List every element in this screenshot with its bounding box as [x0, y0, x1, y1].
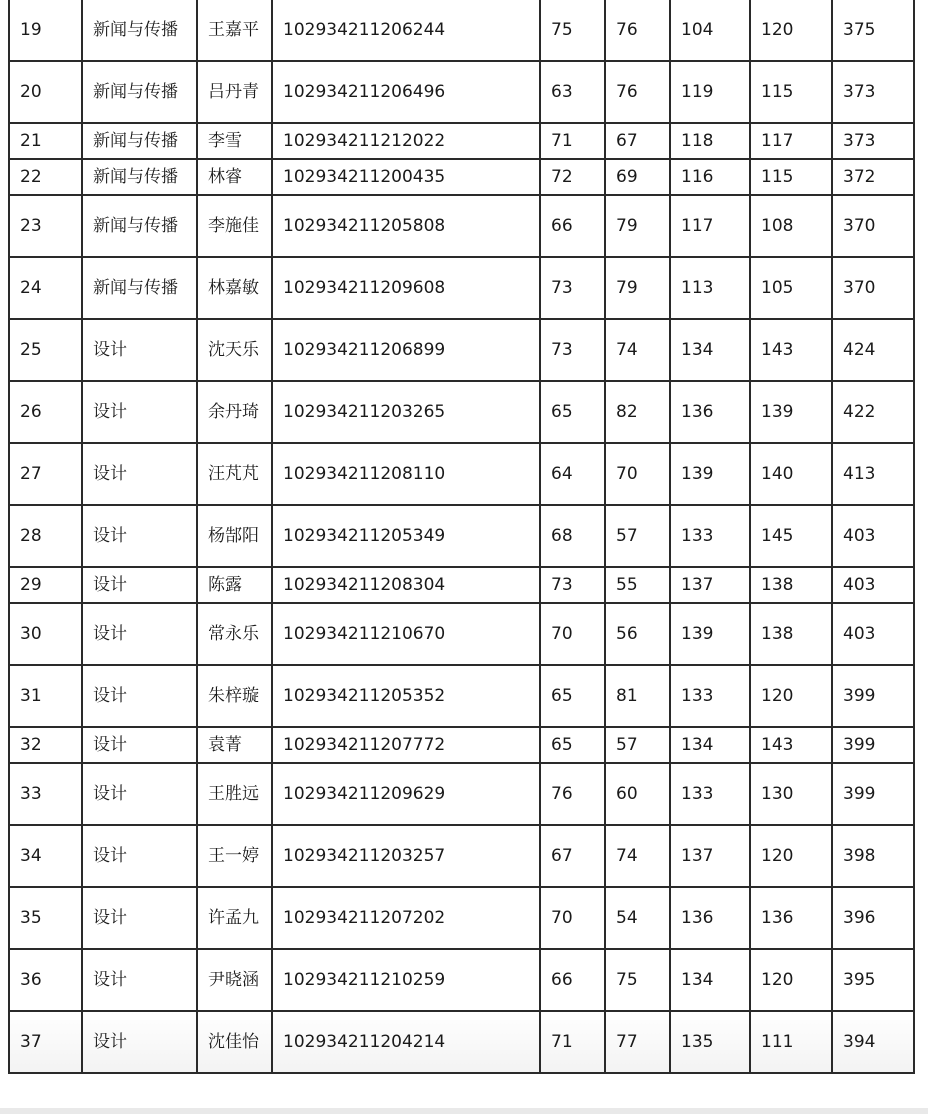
exam-id-cell: 102934211204214 [272, 1011, 540, 1073]
total-score-cell: 370 [832, 257, 914, 319]
total-score-cell: 395 [832, 949, 914, 1011]
score-politics-cell: 68 [540, 505, 605, 567]
score-politics-cell: 73 [540, 319, 605, 381]
score-politics-cell: 64 [540, 443, 605, 505]
table-row [9, 195, 914, 257]
student-name-cell: 陈露 [197, 567, 272, 603]
table-row [9, 949, 914, 1011]
major-cell: 新闻与传播 [82, 195, 197, 257]
score-politics-cell: 71 [540, 1011, 605, 1073]
score-english-cell: 76 [605, 61, 670, 123]
score-politics-cell: 76 [540, 763, 605, 825]
score-subject2-cell: 130 [750, 763, 832, 825]
score-subject1-cell: 135 [670, 1011, 750, 1073]
major-cell: 设计 [82, 567, 197, 603]
score-subject1-cell: 137 [670, 567, 750, 603]
score-subject1-cell: 139 [670, 443, 750, 505]
score-politics-cell: 73 [540, 567, 605, 603]
total-score-cell: 370 [832, 195, 914, 257]
total-score-cell: 399 [832, 727, 914, 763]
score-english-cell: 70 [605, 443, 670, 505]
score-subject2-cell: 117 [750, 123, 832, 159]
score-english-cell: 79 [605, 195, 670, 257]
major-cell: 新闻与传播 [82, 257, 197, 319]
score-subject1-cell: 116 [670, 159, 750, 195]
rank-cell: 32 [9, 727, 82, 763]
score-subject1-cell: 104 [670, 0, 750, 61]
score-subject2-cell: 120 [750, 825, 832, 887]
student-name-cell: 李施佳 [197, 195, 272, 257]
exam-id-cell: 102934211208110 [272, 443, 540, 505]
student-name-cell: 吕丹青 [197, 61, 272, 123]
table-cutoff-edge [0, 1108, 928, 1114]
student-name-cell: 朱梓璇 [197, 665, 272, 727]
student-name-cell: 李雪 [197, 123, 272, 159]
total-score-cell: 373 [832, 123, 914, 159]
score-subject2-cell: 145 [750, 505, 832, 567]
rank-cell: 23 [9, 195, 82, 257]
total-score-cell: 399 [832, 665, 914, 727]
score-subject2-cell: 120 [750, 949, 832, 1011]
exam-id-cell: 102934211209608 [272, 257, 540, 319]
student-name-cell: 许孟九 [197, 887, 272, 949]
score-table-body [9, 0, 914, 1073]
rank-cell: 24 [9, 257, 82, 319]
exam-id-cell: 102934211203265 [272, 381, 540, 443]
total-score-cell: 372 [832, 159, 914, 195]
rank-cell: 19 [9, 0, 82, 61]
score-english-cell: 69 [605, 159, 670, 195]
exam-id-cell: 102934211206244 [272, 0, 540, 61]
student-name-cell: 余丹琦 [197, 381, 272, 443]
score-subject1-cell: 134 [670, 727, 750, 763]
score-subject1-cell: 119 [670, 61, 750, 123]
score-subject2-cell: 138 [750, 567, 832, 603]
score-subject1-cell: 134 [670, 949, 750, 1011]
total-score-cell: 403 [832, 505, 914, 567]
score-politics-cell: 72 [540, 159, 605, 195]
table-row [9, 61, 914, 123]
exam-id-cell: 102934211203257 [272, 825, 540, 887]
score-politics-cell: 65 [540, 727, 605, 763]
score-subject2-cell: 115 [750, 61, 832, 123]
total-score-cell: 373 [832, 61, 914, 123]
table-row [9, 763, 914, 825]
table-row [9, 1011, 914, 1073]
table-row [9, 159, 914, 195]
total-score-cell: 399 [832, 763, 914, 825]
score-subject1-cell: 139 [670, 603, 750, 665]
student-name-cell: 尹晓涵 [197, 949, 272, 1011]
table-row [9, 567, 914, 603]
score-english-cell: 60 [605, 763, 670, 825]
total-score-cell: 375 [832, 0, 914, 61]
table-row [9, 443, 914, 505]
score-english-cell: 81 [605, 665, 670, 727]
major-cell: 设计 [82, 1011, 197, 1073]
score-subject2-cell: 140 [750, 443, 832, 505]
exam-id-cell: 102934211208304 [272, 567, 540, 603]
rank-cell: 27 [9, 443, 82, 505]
student-name-cell: 沈天乐 [197, 319, 272, 381]
student-name-cell: 林睿 [197, 159, 272, 195]
major-cell: 设计 [82, 665, 197, 727]
score-subject1-cell: 118 [670, 123, 750, 159]
table-row [9, 319, 914, 381]
rank-cell: 26 [9, 381, 82, 443]
score-subject2-cell: 139 [750, 381, 832, 443]
rank-cell: 34 [9, 825, 82, 887]
exam-id-cell: 102934211207202 [272, 887, 540, 949]
major-cell: 设计 [82, 603, 197, 665]
total-score-cell: 413 [832, 443, 914, 505]
exam-id-cell: 102934211200435 [272, 159, 540, 195]
rank-cell: 33 [9, 763, 82, 825]
table-row [9, 381, 914, 443]
table-row [9, 825, 914, 887]
score-subject2-cell: 138 [750, 603, 832, 665]
score-politics-cell: 67 [540, 825, 605, 887]
score-subject2-cell: 108 [750, 195, 832, 257]
score-english-cell: 67 [605, 123, 670, 159]
score-english-cell: 74 [605, 319, 670, 381]
rank-cell: 31 [9, 665, 82, 727]
exam-id-cell: 102934211209629 [272, 763, 540, 825]
score-politics-cell: 63 [540, 61, 605, 123]
score-subject2-cell: 143 [750, 319, 832, 381]
student-name-cell: 林嘉敏 [197, 257, 272, 319]
rank-cell: 36 [9, 949, 82, 1011]
student-name-cell: 王一婷 [197, 825, 272, 887]
score-subject2-cell: 120 [750, 665, 832, 727]
major-cell: 新闻与传播 [82, 61, 197, 123]
student-name-cell: 常永乐 [197, 603, 272, 665]
total-score-cell: 403 [832, 603, 914, 665]
score-subject2-cell: 120 [750, 0, 832, 61]
exam-id-cell: 102934211206899 [272, 319, 540, 381]
rank-cell: 28 [9, 505, 82, 567]
rank-cell: 29 [9, 567, 82, 603]
table-row [9, 727, 914, 763]
score-subject1-cell: 136 [670, 887, 750, 949]
table-row [9, 257, 914, 319]
table-row [9, 665, 914, 727]
total-score-cell: 422 [832, 381, 914, 443]
score-subject2-cell: 143 [750, 727, 832, 763]
score-english-cell: 57 [605, 727, 670, 763]
score-english-cell: 82 [605, 381, 670, 443]
exam-id-cell: 102934211210259 [272, 949, 540, 1011]
major-cell: 设计 [82, 319, 197, 381]
exam-id-cell: 102934211205808 [272, 195, 540, 257]
score-subject1-cell: 137 [670, 825, 750, 887]
rank-cell: 30 [9, 603, 82, 665]
major-cell: 设计 [82, 381, 197, 443]
score-subject1-cell: 134 [670, 319, 750, 381]
score-table [8, 0, 915, 1074]
student-name-cell: 沈佳怡 [197, 1011, 272, 1073]
rank-cell: 20 [9, 61, 82, 123]
major-cell: 设计 [82, 887, 197, 949]
score-subject1-cell: 133 [670, 763, 750, 825]
score-subject1-cell: 133 [670, 505, 750, 567]
table-row [9, 603, 914, 665]
major-cell: 新闻与传播 [82, 0, 197, 61]
student-name-cell: 汪芃芃 [197, 443, 272, 505]
score-english-cell: 76 [605, 0, 670, 61]
score-subject1-cell: 113 [670, 257, 750, 319]
major-cell: 设计 [82, 949, 197, 1011]
table-row [9, 0, 914, 61]
score-subject2-cell: 105 [750, 257, 832, 319]
score-politics-cell: 73 [540, 257, 605, 319]
score-english-cell: 77 [605, 1011, 670, 1073]
score-politics-cell: 65 [540, 381, 605, 443]
major-cell: 新闻与传播 [82, 159, 197, 195]
score-politics-cell: 66 [540, 195, 605, 257]
score-table-container [8, 0, 913, 1074]
major-cell: 设计 [82, 825, 197, 887]
rank-cell: 22 [9, 159, 82, 195]
score-politics-cell: 70 [540, 603, 605, 665]
score-english-cell: 57 [605, 505, 670, 567]
exam-id-cell: 102934211206496 [272, 61, 540, 123]
student-name-cell: 王嘉平 [197, 0, 272, 61]
major-cell: 新闻与传播 [82, 123, 197, 159]
total-score-cell: 394 [832, 1011, 914, 1073]
score-politics-cell: 71 [540, 123, 605, 159]
total-score-cell: 403 [832, 567, 914, 603]
rank-cell: 21 [9, 123, 82, 159]
table-row [9, 887, 914, 949]
rank-cell: 37 [9, 1011, 82, 1073]
score-politics-cell: 66 [540, 949, 605, 1011]
major-cell: 设计 [82, 763, 197, 825]
score-english-cell: 56 [605, 603, 670, 665]
score-english-cell: 54 [605, 887, 670, 949]
rank-cell: 35 [9, 887, 82, 949]
rank-cell: 25 [9, 319, 82, 381]
score-politics-cell: 75 [540, 0, 605, 61]
score-politics-cell: 70 [540, 887, 605, 949]
exam-id-cell: 102934211205352 [272, 665, 540, 727]
exam-id-cell: 102934211205349 [272, 505, 540, 567]
table-row [9, 505, 914, 567]
exam-id-cell: 102934211212022 [272, 123, 540, 159]
score-subject2-cell: 111 [750, 1011, 832, 1073]
score-english-cell: 74 [605, 825, 670, 887]
student-name-cell: 王胜远 [197, 763, 272, 825]
student-name-cell: 袁菁 [197, 727, 272, 763]
major-cell: 设计 [82, 505, 197, 567]
total-score-cell: 424 [832, 319, 914, 381]
score-subject2-cell: 136 [750, 887, 832, 949]
table-row [9, 123, 914, 159]
score-subject2-cell: 115 [750, 159, 832, 195]
score-english-cell: 75 [605, 949, 670, 1011]
exam-id-cell: 102934211210670 [272, 603, 540, 665]
score-subject1-cell: 117 [670, 195, 750, 257]
total-score-cell: 398 [832, 825, 914, 887]
total-score-cell: 396 [832, 887, 914, 949]
major-cell: 设计 [82, 727, 197, 763]
major-cell: 设计 [82, 443, 197, 505]
score-politics-cell: 65 [540, 665, 605, 727]
score-subject1-cell: 136 [670, 381, 750, 443]
score-english-cell: 79 [605, 257, 670, 319]
score-english-cell: 55 [605, 567, 670, 603]
exam-id-cell: 102934211207772 [272, 727, 540, 763]
score-subject1-cell: 133 [670, 665, 750, 727]
student-name-cell: 杨郜阳 [197, 505, 272, 567]
